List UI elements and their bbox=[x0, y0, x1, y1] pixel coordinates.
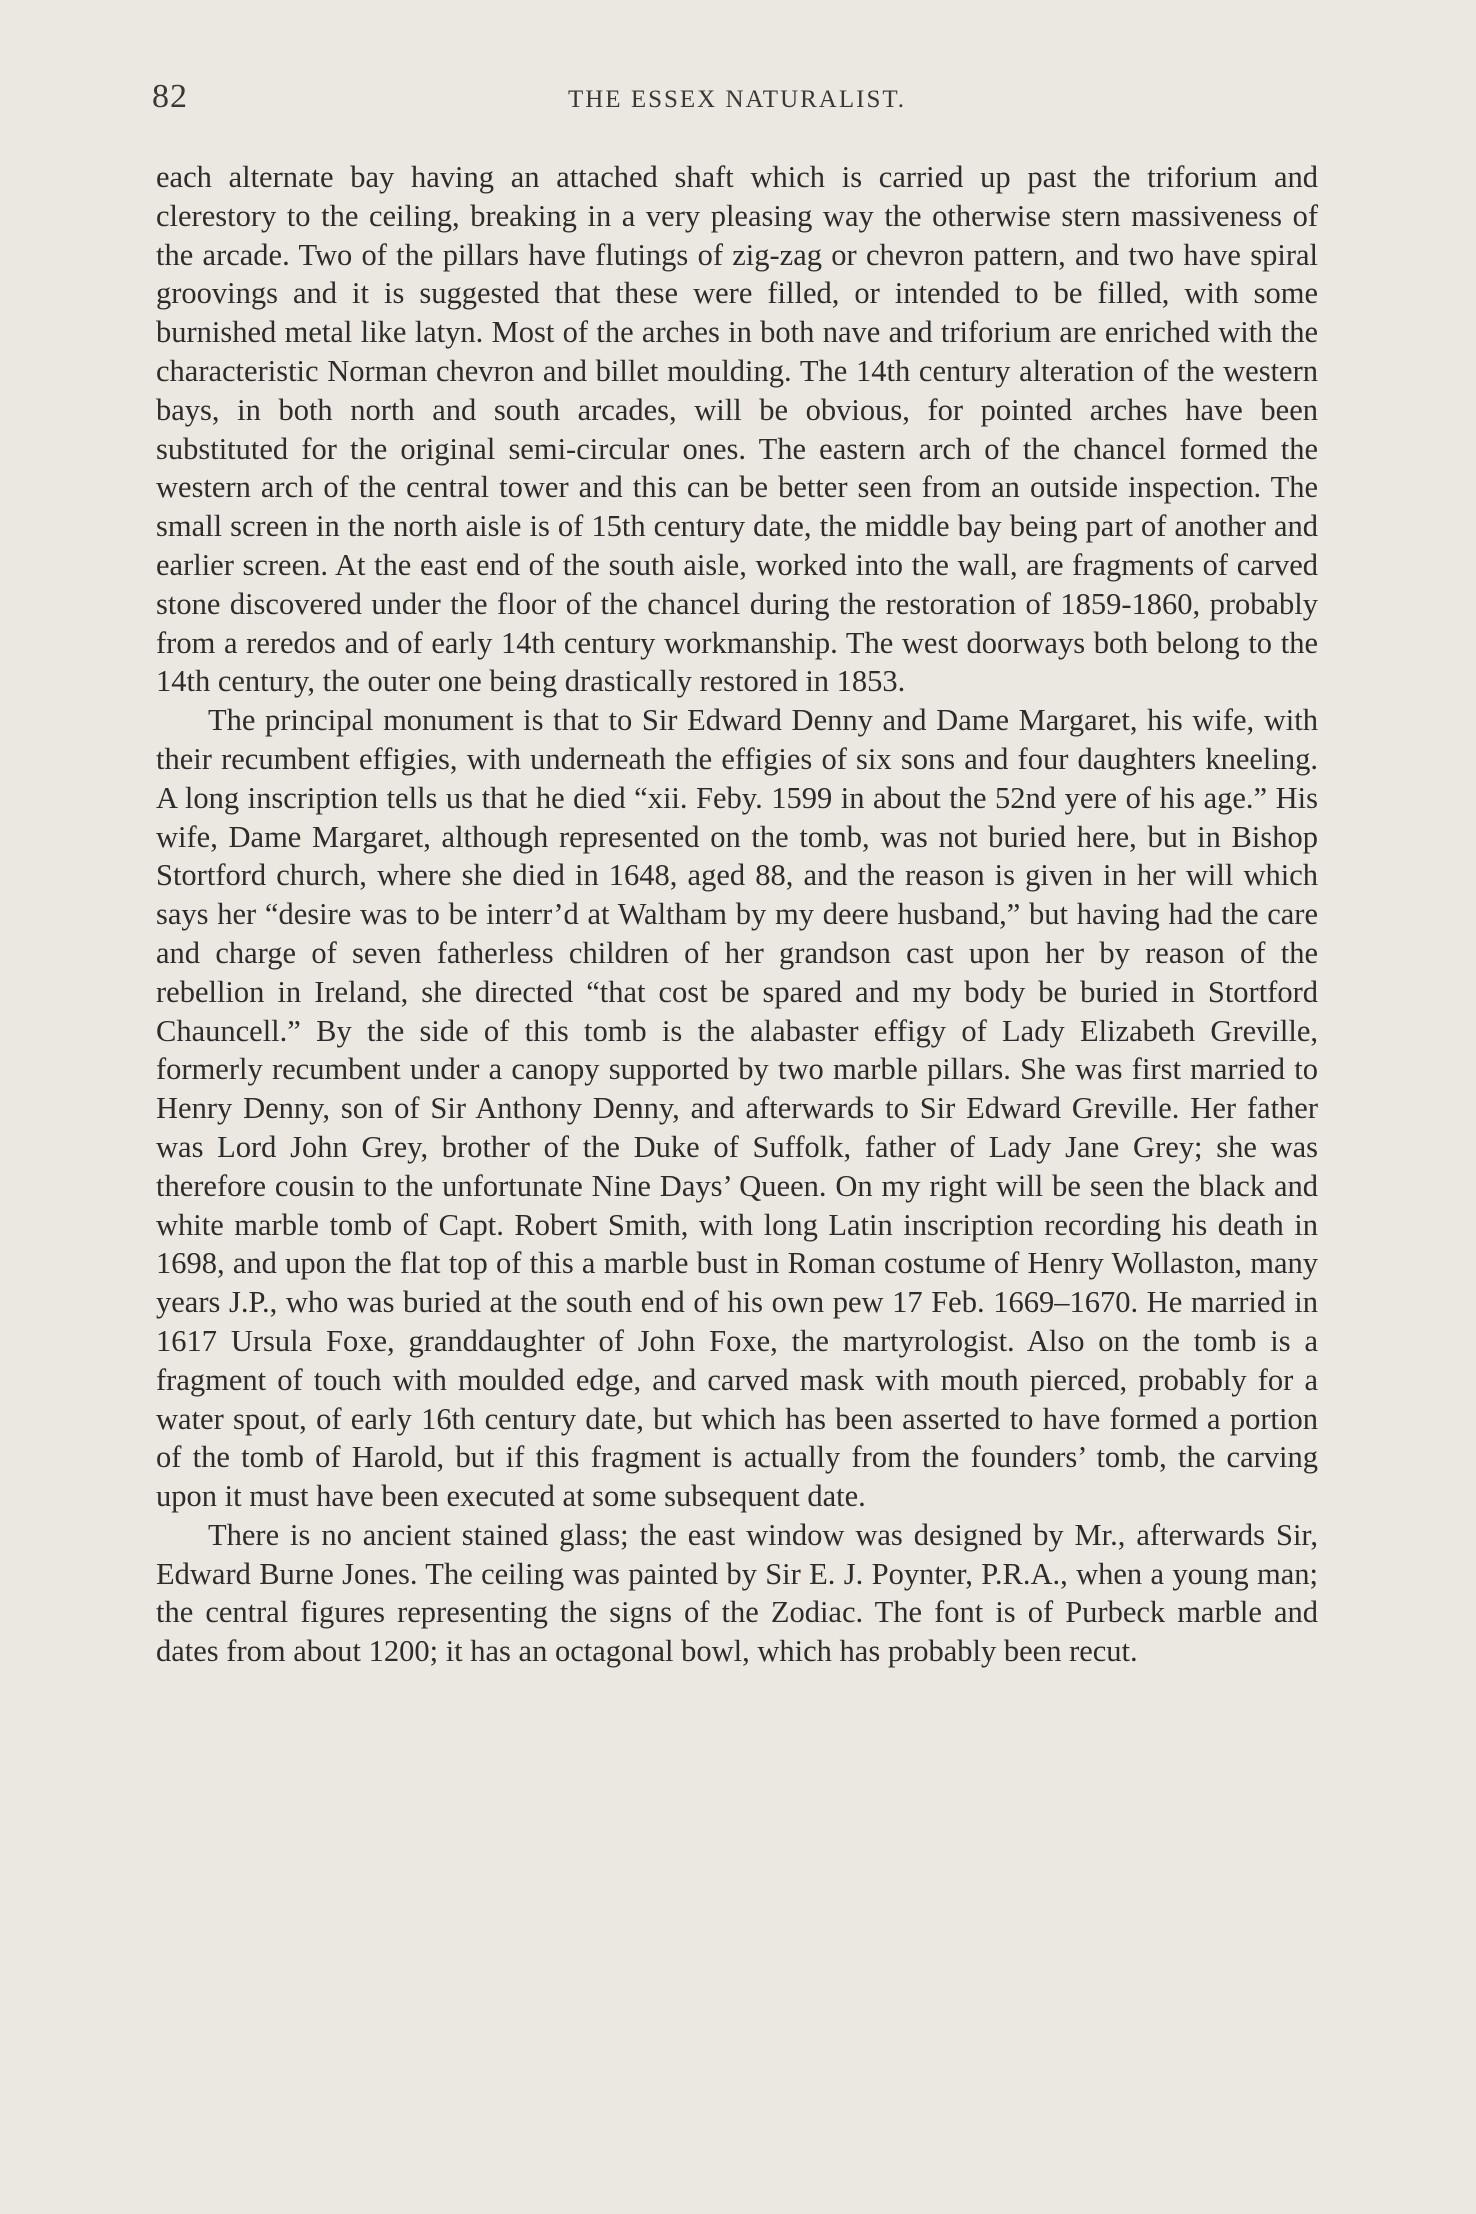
paragraph-monument: The principal monument is that to Sir Edward Denny and Dame Margaret, his wife, with their recumbent effigies, with underneath the effigies of six sons and four daughters kneeling. A long inscription tells us that he died “xii. Feby. 1599 in about the 52nd yere of his age.” His wife, Dame Margaret, although represented on the tomb, was not buried here, but in Bishop Stortford church, where she died in 1648, aged 88, and the reason is given in her will which says her “desire was to be interr’d at Waltham by my deere husband,” but having had the care and charge of seven fatherless children of her grandson cast upon her by reason of the rebellion in Ireland, she directed “that cost be spared and my body be buried in Stortford Chauncell.” By the side of this tomb is the alabaster effigy of Lady Elizabeth Greville, formerly recumbent under a canopy supported by two marble pillars. She was first married to Henry Denny, son of Sir Anthony Denny, and afterwards to Sir Edward Greville. Her father was Lord John Grey, brother of the Duke of Suffolk, father of Lady Jane Grey; she was therefore cousin to the unfortunate Nine Days’ Queen. On my right will be seen the black and white marble tomb of Capt. Robert Smith, with long Latin inscription recording his death in 1698, and upon the flat top of this a marble bust in Roman costume of Henry Wollaston, many years J.P., who was buried at the south end of his own pew 17 Feb. 1669–1670. He married in 1617 Ursula Foxe, granddaughter of John Foxe, the martyrologist. Also on the tomb is a fragment of touch with moulded edge, and carved mask with mouth pierced, probably for a water spout, of early 16th century date, but which has been asserted to have formed a portion of the tomb of Harold, but if this fragment is actually from the founders’ tomb, the carving upon it must have been executed at some subsequent date. bbox=[156, 703, 1318, 1514]
page-header bbox=[152, 78, 1322, 128]
page-number: 82 bbox=[152, 78, 188, 115]
paragraph-stained-glass: There is no ancient stained glass; the east window was designed by Mr., afterwards Sir, Edward Burne Jones. The ceiling was painted by Sir E. J. Poynter, P.R.A., when a young man; the central figures representing the signs of the Zodiac. The font is of Purbeck marble and dates from about 1200; it has an octagonal bowl, which has probably been recut. bbox=[156, 1517, 1318, 1669]
body-text bbox=[156, 158, 1318, 1671]
paragraph-continuation: each alternate bay having an attached shaft which is carried up past the triforium and clerestory to the ceiling, breaking in a very pleasing way the otherwise stern massiveness of the arcade. Two of the pillars have flutings of zig-zag or chevron pattern, and two have spiral groovings and it is suggested that these were filled, or intended to be filled, with some burnished metal like latyn. Most of the arches in both nave and triforium are enriched with the characteristic Norman chevron and billet moulding. The 14th century alteration of the western bays, in both north and south arcades, will be obvious, for pointed arches have been substituted for the original semi-circular ones. The eastern arch of the chancel formed the western arch of the central tower and this can be better seen from an outside inspection. The small screen in the north aisle is of 15th century date, the middle bay being part of another and earlier screen. At the east end of the south aisle, worked into the wall, are fragments of carved stone discovered under the floor of the chancel during the restoration of 1859-1860, probably from a reredos and of early 14th century workmanship. The west doorways both belong to the 14th century, the outer one being drastically restored in 1853. bbox=[156, 160, 1318, 699]
running-title: THE ESSEX NATURALIST. bbox=[567, 86, 907, 113]
